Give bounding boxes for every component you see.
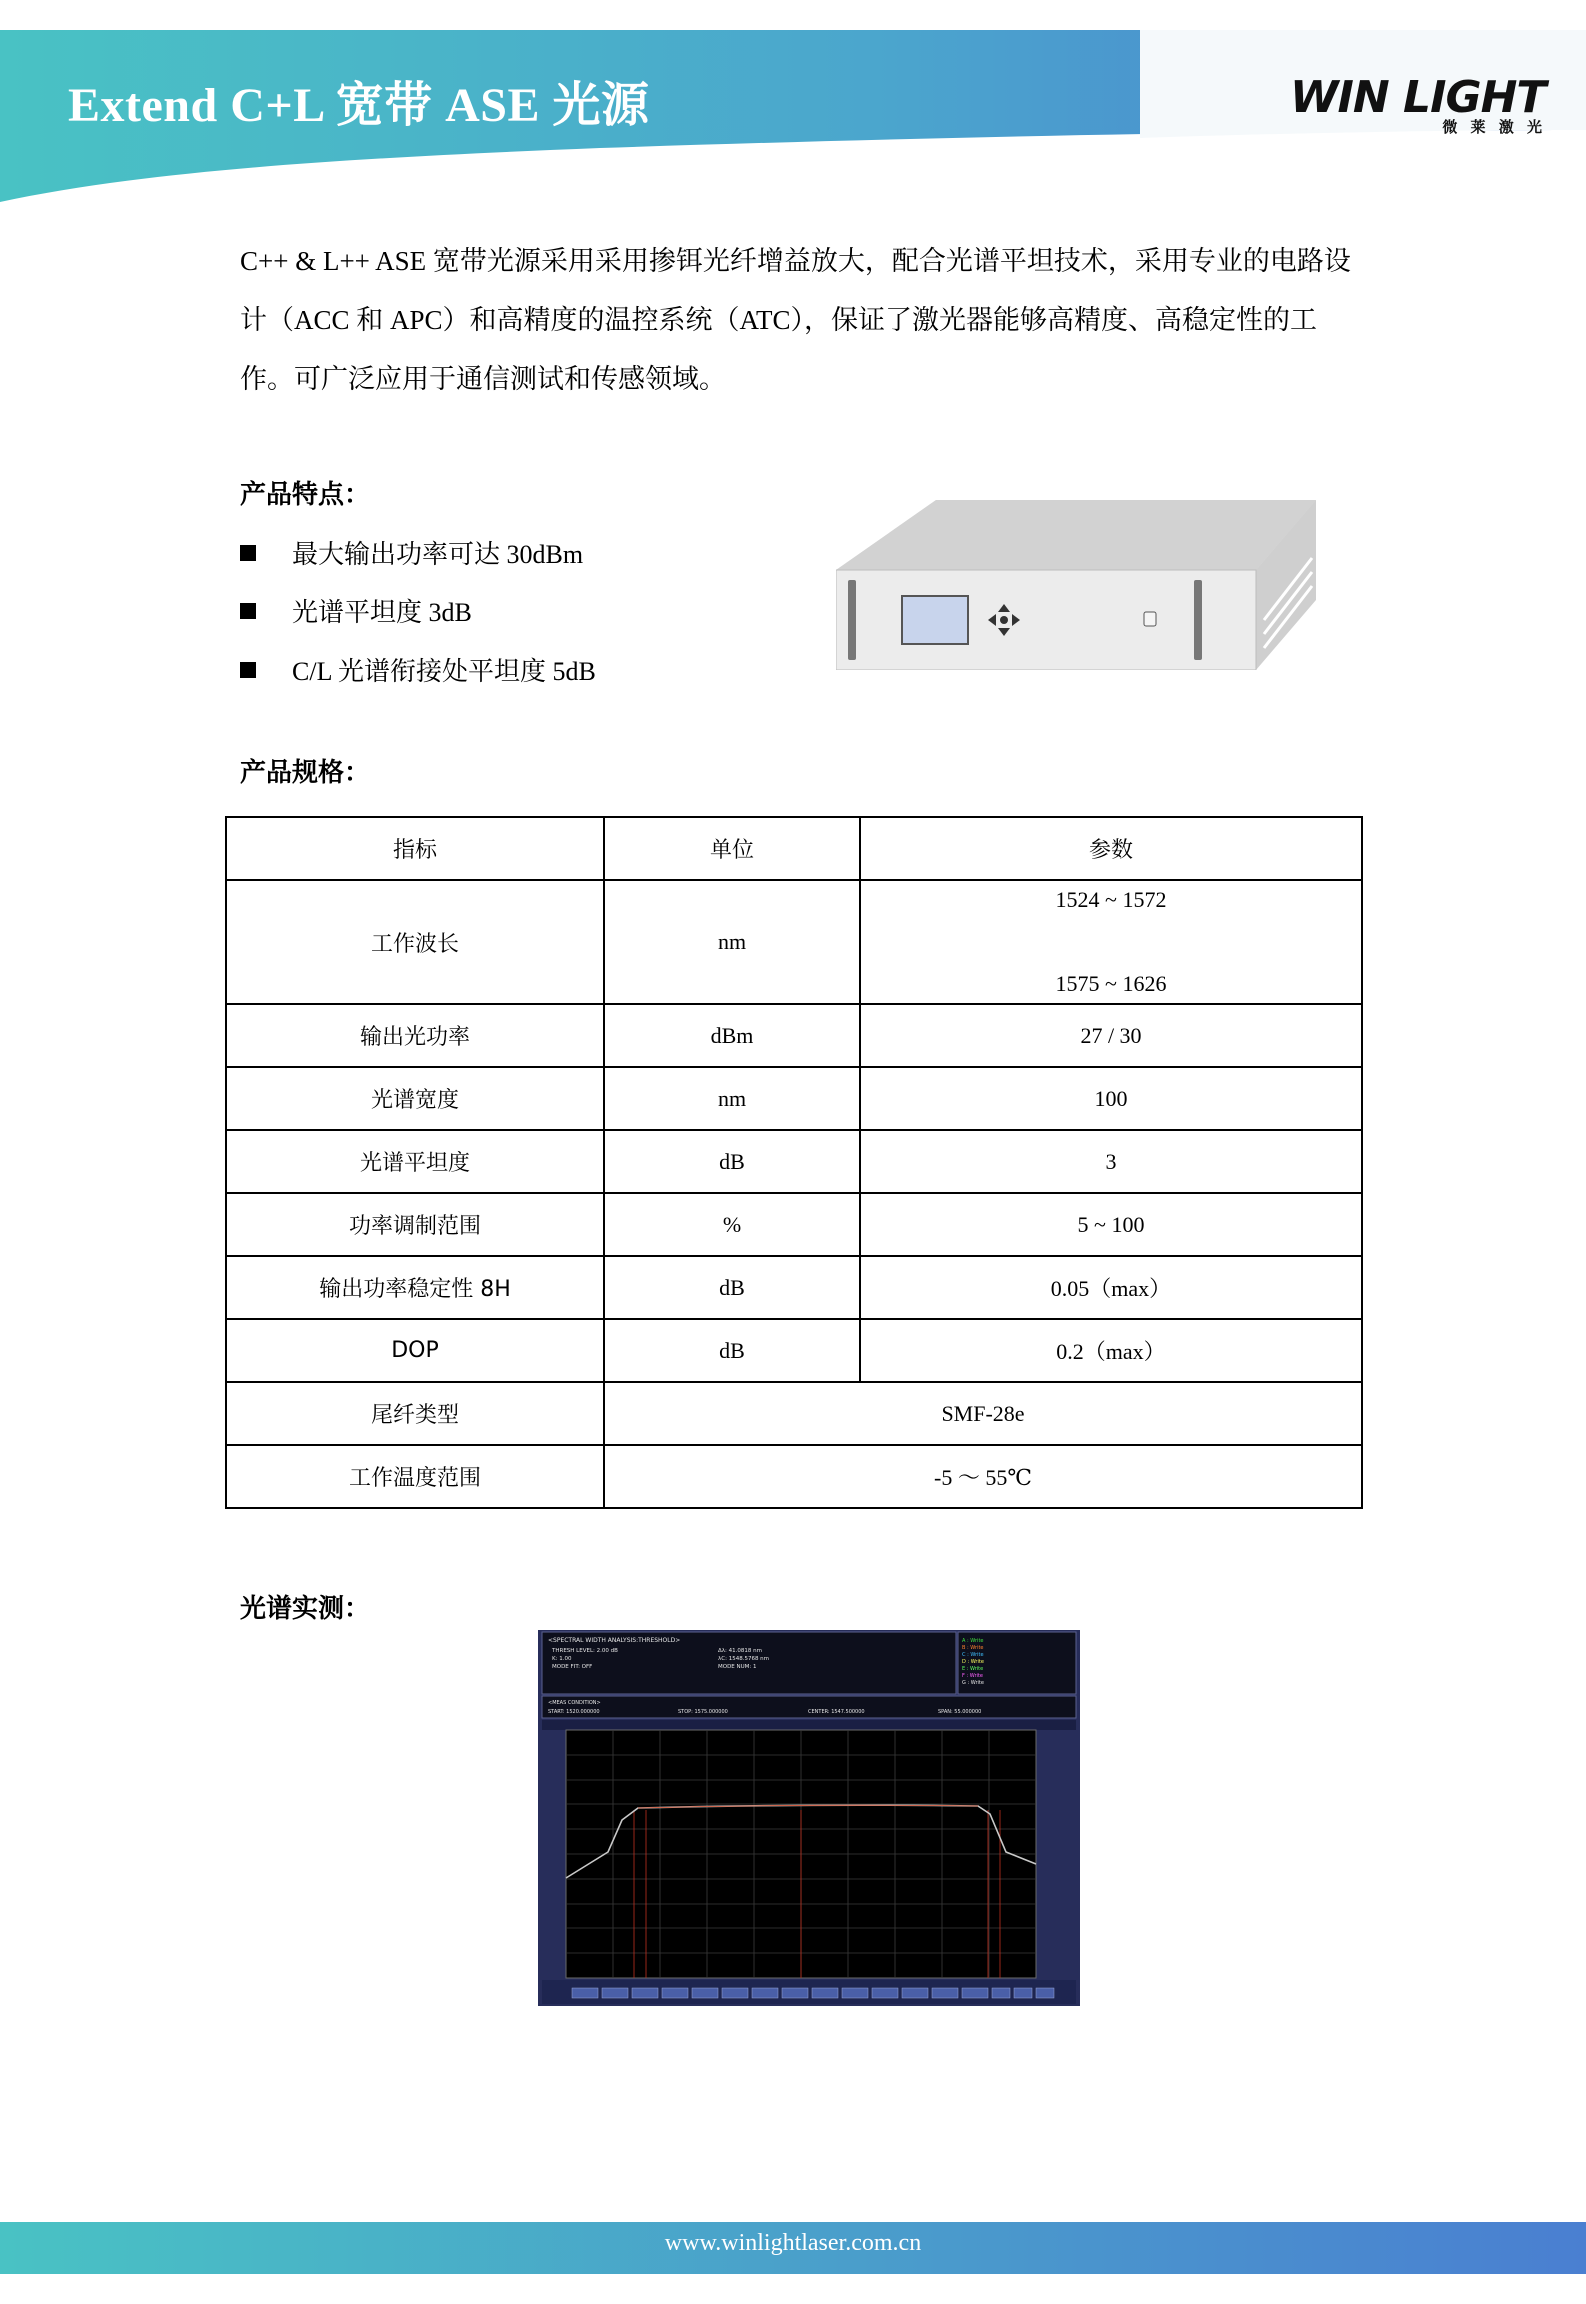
spec-value-cell: 27 / 30 — [860, 1004, 1362, 1067]
center-condition-text: CENTER: 1547.500000 — [808, 1709, 865, 1715]
table-row — [226, 1067, 1362, 1130]
intro-paragraph: C++ & L++ ASE 宽带光源采用采用掺铒光纤增益放大，配合光谱平坦技术，采用专业的电路设计（ACC 和 APC）和高精度的温控系统（ATC），保证了激光器能够高精度、高稳定性的工作。可广泛应用于通信测试和传感领域。 — [240, 246, 1351, 394]
spec-unit-cell: dB — [604, 1319, 860, 1382]
spec-name-cell: 光谱宽度 — [226, 1067, 604, 1130]
spec-value-cell: 3 — [860, 1130, 1362, 1193]
spec-name-cell: 功率调制范围 — [226, 1193, 604, 1256]
svg-text:A : Write: A : Write — [962, 1638, 984, 1644]
spec-unit-cell: % — [604, 1193, 860, 1256]
logo-subtitle: 微 莱 激 光 — [1442, 118, 1546, 136]
svg-text:C : Write: C : Write — [962, 1652, 984, 1658]
spec-unit-cell: nm — [604, 880, 860, 1004]
spec-name-cell: 输出功率稳定性 8H — [226, 1256, 604, 1319]
table-row — [226, 1004, 1362, 1067]
spec-value-cell: 5 ~ 100 — [860, 1193, 1362, 1256]
center-wavelength-text: λC: 1548.5768 nm — [718, 1656, 770, 1662]
thresh-level-text: THRESH LEVEL: 2.00 dB — [552, 1648, 618, 1654]
start-text: START: 1520.000000 — [548, 1709, 600, 1715]
mode-num-text: MODE NUM: 1 — [718, 1664, 757, 1670]
spec-table — [225, 816, 1363, 1509]
span-text: SPAN: 55.000000 — [938, 1709, 982, 1715]
svg-text:G : Write: G : Write — [962, 1680, 984, 1686]
analysis-title: <SPECTRAL WIDTH ANALYSIS:THRESHOLD> — [548, 1637, 681, 1644]
device-chassis-image — [836, 500, 1316, 670]
stop-text: STOP: 1575.000000 — [678, 1709, 728, 1715]
table-row — [226, 1382, 1362, 1445]
spec-value-cell: 0.05（max） — [860, 1256, 1362, 1319]
svg-text:F : Write: F : Write — [962, 1673, 983, 1679]
wavelength-range-c: 1524 ~ 1572 — [1055, 887, 1167, 912]
specs-heading: 产品规格： — [240, 758, 371, 788]
spec-name-cell: 工作波长 — [226, 880, 604, 1004]
spec-value-cell — [860, 880, 1362, 1004]
bullet-square-icon — [240, 545, 256, 561]
svg-text:D : Write: D : Write — [962, 1659, 984, 1665]
feature-item: 光谱平坦度 3dB — [240, 592, 472, 629]
logo-wordmark: WIN LIGHT — [1290, 72, 1546, 123]
spec-name-cell: 工作温度范围 — [226, 1445, 604, 1508]
spec-unit-cell: dB — [604, 1256, 860, 1319]
company-logo — [1290, 72, 1560, 142]
mode-fit-text: MODE FIT: OFF — [552, 1664, 593, 1670]
spec-name-cell: DOP — [226, 1319, 604, 1382]
spec-value-cell: 100 — [860, 1067, 1362, 1130]
spec-name-cell: 输出光功率 — [226, 1004, 604, 1067]
bullet-square-icon — [240, 662, 256, 678]
softkey-row — [572, 1988, 1054, 1998]
spectrum-screenshot — [538, 1630, 1080, 2006]
header-cell: 指标 — [226, 817, 604, 880]
table-row — [226, 880, 1362, 1004]
spec-name-cell: 尾纤类型 — [226, 1382, 604, 1445]
header-cell: 单位 — [604, 817, 860, 880]
spec-unit-cell: dB — [604, 1130, 860, 1193]
footer-website-link[interactable]: www.winlightlaser.com.cn — [664, 2230, 922, 2256]
table-row — [226, 1130, 1362, 1193]
spec-name-cell: 光谱平坦度 — [226, 1130, 604, 1193]
feature-item: 最大输出功率可达 30dBm — [240, 534, 583, 571]
spec-unit-cell: dBm — [604, 1004, 860, 1067]
spectrum-heading: 光谱实测： — [240, 1594, 371, 1624]
document-title: Extend C+L 宽带 ASE 光源 — [68, 79, 650, 132]
k-text: K: 1.00 — [552, 1656, 572, 1662]
feature-item: C/L 光谱衔接处平坦度 5dB — [240, 651, 596, 688]
table-row — [226, 1319, 1362, 1382]
features-heading: 产品特点： — [240, 480, 371, 510]
meas-condition-text: <MEAS CONDITION> — [548, 1700, 601, 1706]
spec-merged-value-cell: SMF-28e — [604, 1382, 1362, 1445]
svg-text:E : Write: E : Write — [962, 1666, 984, 1672]
spec-value-cell: 0.2（max） — [860, 1319, 1362, 1382]
table-row — [226, 1193, 1362, 1256]
table-header-row — [226, 817, 1362, 880]
header-cell: 参数 — [860, 817, 1362, 880]
table-row — [226, 1256, 1362, 1319]
delta-lambda-text: Δλ: 41.0818 nm — [718, 1648, 762, 1654]
bullet-square-icon — [240, 603, 256, 619]
table-row — [226, 1445, 1362, 1508]
svg-text:B : Write: B : Write — [962, 1645, 984, 1651]
spec-unit-cell: nm — [604, 1067, 860, 1130]
spec-merged-value-cell: -5 ～ 55℃ — [604, 1445, 1362, 1508]
wavelength-range-l: 1575 ~ 1626 — [1055, 971, 1167, 996]
